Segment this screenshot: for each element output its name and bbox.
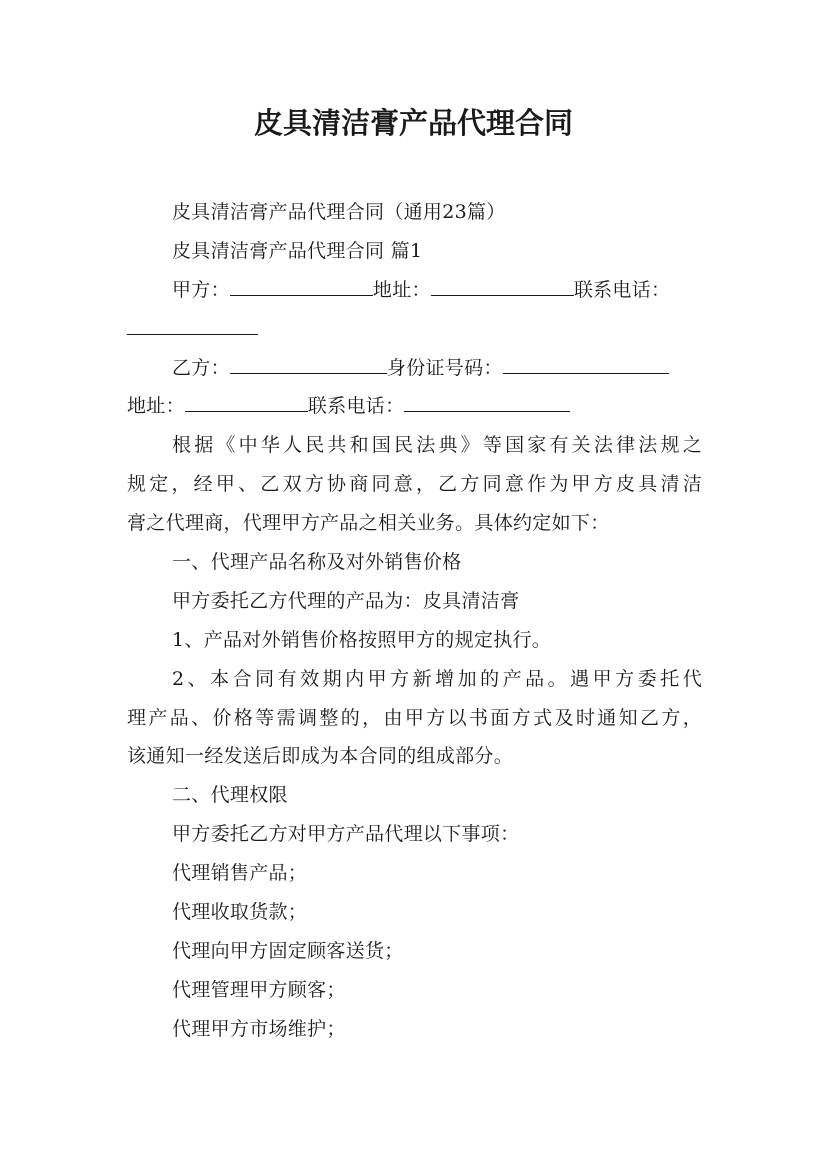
party-b-address-label: 地址： xyxy=(127,395,185,418)
document-body xyxy=(127,193,702,1049)
intro-paragraph-line: 膏之代理商，代理甲方产品之相关业务。具体约定如下： xyxy=(127,512,610,535)
section-1-heading: 一、代理产品名称及对外销售价格 xyxy=(172,551,462,574)
list-item: 代理向甲方固定顾客送货； xyxy=(172,939,404,962)
party-a-line xyxy=(127,271,702,310)
party-b-name-blank xyxy=(230,355,387,374)
party-a-phone-line xyxy=(127,310,702,349)
party-a-phone-label: 联系电话： xyxy=(573,278,671,301)
section-1-item-1: 1、产品对外销售价格按照甲方的规定执行。 xyxy=(172,628,552,651)
section-2-heading: 二、代理权限 xyxy=(172,784,288,807)
party-a-phone-blank xyxy=(127,316,258,335)
section-1-item-2-line: 该通知一经发送后即成为本合同的组成部分。 xyxy=(127,745,514,768)
party-b-address-line xyxy=(127,387,702,426)
party-a-address-label: 地址： xyxy=(372,278,431,301)
list-item: 代理管理甲方顾客； xyxy=(172,978,346,1001)
list-item: 代理甲方市场维护； xyxy=(172,1017,346,1040)
list-item: 代理收取货款； xyxy=(172,901,308,924)
party-a-address-blank xyxy=(431,277,574,296)
party-a-name-blank xyxy=(230,277,373,296)
party-b-label: 乙方： xyxy=(172,356,230,379)
section-1-item-2-line: 2、本合同有效期内甲方新增加的产品。遇甲方委托代 xyxy=(172,667,702,690)
party-b-phone-blank xyxy=(404,393,570,412)
party-b-id-label: 身份证号码： xyxy=(386,356,503,379)
document-title: 皮具清洁膏产品代理合同 xyxy=(253,106,573,140)
chapter-heading: 皮具清洁膏产品代理合同 篇1 xyxy=(172,239,423,262)
document-subtitle: 皮具清洁膏产品代理合同（通用23篇） xyxy=(172,201,506,223)
intro-paragraph-line: 规定，经甲、乙双方协商同意，乙方同意作为甲方皮具清洁 xyxy=(127,473,702,496)
section-2-intro: 甲方委托乙方对甲方产品代理以下事项： xyxy=(172,823,520,846)
party-b-address-blank xyxy=(185,393,308,412)
section-1-product: 甲方委托乙方代理的产品为：皮具清洁膏 xyxy=(172,589,520,612)
party-a-label: 甲方： xyxy=(172,278,230,301)
section-1-item-2-line: 理产品、价格等需调整的，由甲方以书面方式及时通知乙方， xyxy=(127,706,702,729)
party-b-line xyxy=(127,349,702,388)
party-b-phone-label: 联系电话： xyxy=(307,395,405,418)
list-item: 代理销售产品； xyxy=(172,862,308,885)
intro-paragraph-line: 根据《中华人民共和国民法典》等国家有关法律法规之 xyxy=(172,434,702,457)
party-b-id-blank xyxy=(503,355,669,374)
